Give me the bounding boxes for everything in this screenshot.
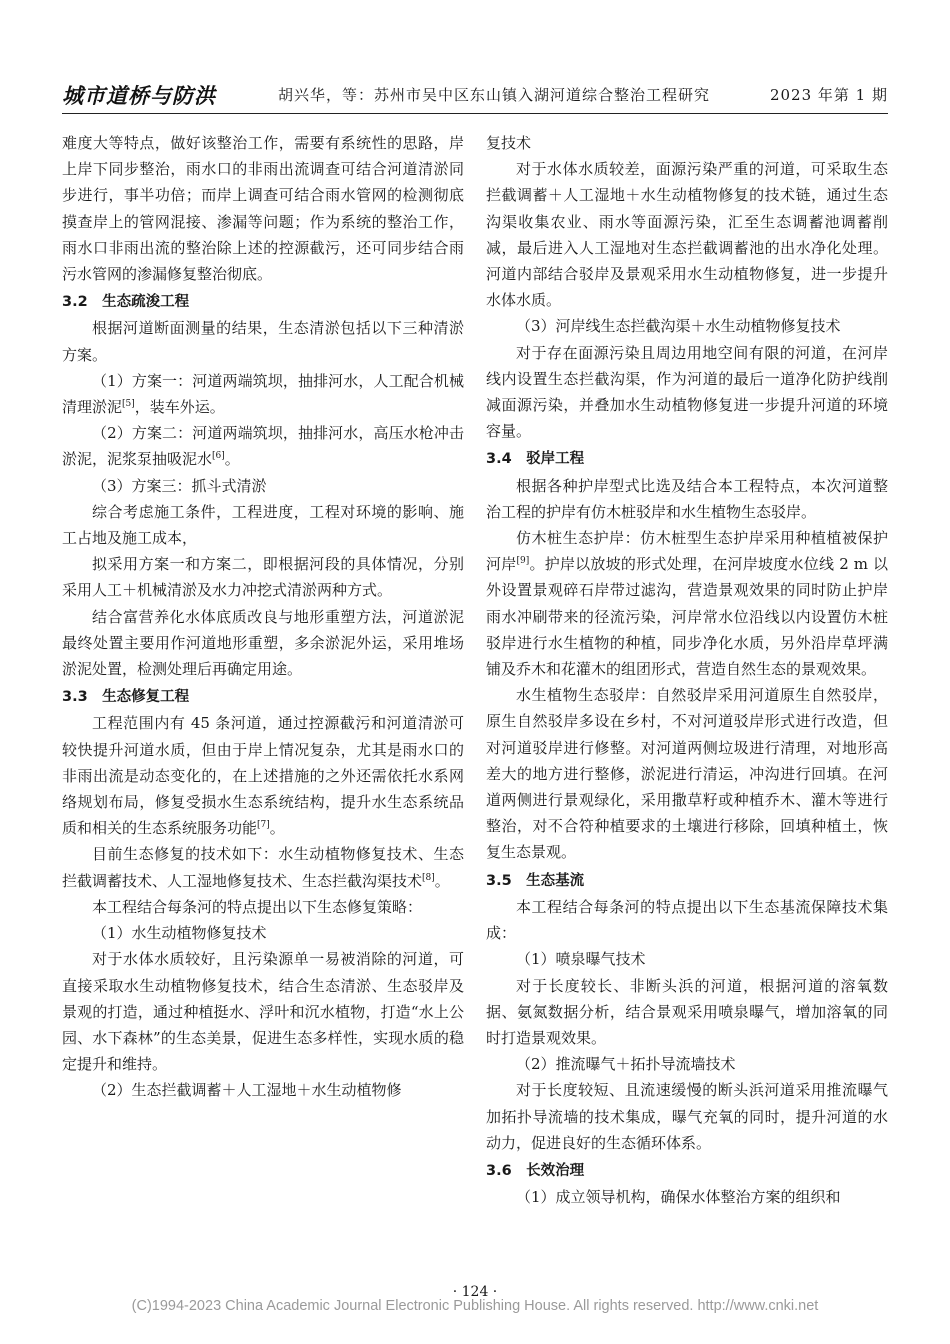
section-heading: 3.4 驳岸工程 <box>486 451 585 468</box>
paragraph: 根据河道断面测量的结果，生态清淤包括以下三种清淤方案。 <box>62 319 464 364</box>
page-number: · 124 · <box>452 1284 498 1300</box>
running-title: 胡兴华，等：苏州市吴中区东山镇入湖河道综合整治工程研究 <box>278 86 711 104</box>
paragraph: 复技术 <box>486 134 532 152</box>
citation: [5] <box>122 399 135 410</box>
section-heading: 3.5 生态基流 <box>486 872 585 889</box>
citation: [6] <box>212 451 225 462</box>
paragraph: 结合富营养化水体底质改良与地形重塑方法，河道淤泥最终处置主要用作河道地形重塑，多余淤泥外运，采用堆场淤泥处置，检测处理后再确定用途。 <box>62 607 464 679</box>
section-heading: 3.6 长效治理 <box>486 1162 585 1179</box>
citation: [8] <box>422 872 435 883</box>
citation: [7] <box>257 820 270 831</box>
paragraph <box>62 420 464 472</box>
paragraph: 对于水体水质较好，且污染源单一易被消除的河道，可直接采取水生动植物修复技术，结合生态清淤、生态驳岸及景观的打造，通过种植挺水、浮叶和沉水植物，打造“水上公园、水下森林”的生态美景，促进生态多样性，实现水质的稳定提升和维持。 <box>62 950 464 1074</box>
paragraph-text: ，装车外运。 <box>134 398 225 417</box>
paragraph: （1）水生动植物修复技术 <box>92 924 267 943</box>
paragraph: 水生植物生态驳岸：自然驳岸采用河道原生自然驳岸，原生自然驳岸多设在乡村，不对河道驳岸形式进行改造，但对河道驳岸进行修整。对河道两侧垃圾进行清理，对地形高差大的地方进行整修，淤泥进行清运，冲沟进行回填。在河道两侧进行景观绿化，采用撒草籽或种植乔木、灌木等进行整治，对不合符种植要求的土壤进行移除，回填种植土，恢复生态景观。 <box>486 686 888 862</box>
left-column <box>62 130 464 1104</box>
paragraph: 对于长度较短、且流速缓慢的断头浜河道采用推流曝气加拓扑导流墙的技术集成，曝气充氧的同时，提升河道的水动力，促进良好的生态循环体系。 <box>486 1081 888 1152</box>
page-header <box>62 76 888 112</box>
paragraph-text: 工程范围内有 45 条河道，通过控源截污和河道清淤可较快提升河道水质，但由于岸上情况复杂，尤其是雨水口的非雨出流是动态变化的，在上述措施的之外还需依托水系网络规划布局，修复受损水生态系统结构，提升水生态系统品质和相关的生态系统服务功能 <box>62 714 464 838</box>
paragraph: 对于存在面源污染且周边用地空间有限的河道，在河岸线内设置生态拦截沟渠，作为河道的最后一道净化防护线削减面源污染，并叠加水生动植物修复进一步提升河道的环境容量。 <box>486 343 888 441</box>
paragraph: （2）推流曝气＋拓扑导流墙技术 <box>516 1055 736 1074</box>
paragraph <box>62 841 464 893</box>
paragraph-text: 。护岸以放坡的形式处理，在河岸坡度水位线 2 m 以外设置景观碎石岸带过滤沟，营造景观效果的同时防止护岸雨水冲刷带来的径流污染，河岸常水位沿线以内设置仿木桩驳岸进行水生植物的种植，同步净化水质，另外沿岸草坪满铺及乔木和花灌木的组团形式，营造自然生态的景观效果。 <box>486 555 888 679</box>
paragraph <box>486 525 888 682</box>
paragraph: 根据各种护岸型式比选及结合本工程特点，本次河道整治工程的护岸有仿木桩驳岸和水生植物生态驳岸。 <box>486 476 888 521</box>
issue-label: 2023 年第 1 期 <box>769 86 888 104</box>
citation: [9] <box>516 556 530 567</box>
paragraph: 综合考虑施工条件，工程进度，工程对环境的影响、施工占地及施工成本， <box>62 502 464 548</box>
right-column <box>486 130 888 1210</box>
paragraph: （3）方案三：抓斗式清淤 <box>92 476 267 495</box>
paragraph: 难度大等特点，做好该整治工作，需要有系统性的思路，岸上岸下同步整治，雨水口的非雨出流调查可结合河道清淤同步进行，事半功倍；而岸上调查可结合雨水管网的检测彻底摸查岸上的管网混接、渗漏等问题；作为系统的整治工作，雨水口非雨出流的整治除上述的控源截污，还可同步结合雨污水管网的渗漏修复整治彻底。 <box>62 134 464 284</box>
paragraph-text: （2）方案二：河道两端筑坝，抽排河水，高压水枪冲击淤泥，泥浆泵抽吸泥水 <box>62 424 464 469</box>
paragraph: 本工程结合每条河的特点提出以下生态基流保障技术集成： <box>486 897 888 943</box>
paragraph-text: 。 <box>434 871 450 890</box>
section-heading: 3.3 生态修复工程 <box>62 689 190 706</box>
journal-logo: 城市道桥与防洪 <box>62 84 216 108</box>
paragraph: 对于长度较长、非断头浜的河道，根据河道的溶氧数据、氨氮数据分析，结合景观采用喷泉曝气，增加溶氧的同时打造景观效果。 <box>486 976 888 1047</box>
paragraph: 本工程结合每条河的特点提出以下生态修复策略： <box>92 897 423 916</box>
copyright-footer: (C)1994-2023 China Academic Journal Electronic Publishing House. All rights reserved. http://www.cnki.net <box>131 1298 819 1314</box>
paragraph: 对于水体水质较差，面源污染严重的河道，可采取生态拦截调蓄＋人工湿地＋水生动植物修复的技术链，通过生态沟渠收集农业、雨水等面源污染，汇至生态调蓄池调蓄削减，最后进入人工湿地对生态拦截调蓄池的出水净化处理。河道内部结合驳岸及景观采用水生动植物修复，进一步提升水体水质。 <box>486 160 888 310</box>
paragraph <box>62 368 464 420</box>
paragraph: （3）河岸线生态拦截沟渠＋水生动植物修复技术 <box>516 317 841 336</box>
paragraph: （2）生态拦截调蓄＋人工湿地＋水生动植物修 <box>92 1081 402 1100</box>
paragraph-text: 目前生态修复的技术如下：水生动植物修复技术、生态拦截调蓄技术、人工湿地修复技术、生态拦截沟渠技术 <box>62 845 464 890</box>
paragraph-text: （1）方案一：河道两端筑坝，抽排河水，人工配合机械清理淤泥 <box>62 371 464 417</box>
header-rule <box>62 113 888 114</box>
paragraph-text: 。 <box>269 819 285 838</box>
paragraph: （1）喷泉曝气技术 <box>516 950 646 969</box>
paragraph: （1）成立领导机构，确保水体整治方案的组织和 <box>516 1188 841 1207</box>
paragraph-text: 。 <box>224 450 240 469</box>
paragraph: 拟采用方案一和方案二，即根据河段的具体情况，分别采用人工＋机械清淤及水力冲挖式清淤两种方式。 <box>62 555 464 600</box>
section-heading: 3.2 生态疏浚工程 <box>62 294 190 311</box>
paragraph-text: 仿木桩生态护岸：仿木桩型生态护岸采用种植植被保护河岸 <box>486 529 888 574</box>
paragraph <box>62 710 464 841</box>
